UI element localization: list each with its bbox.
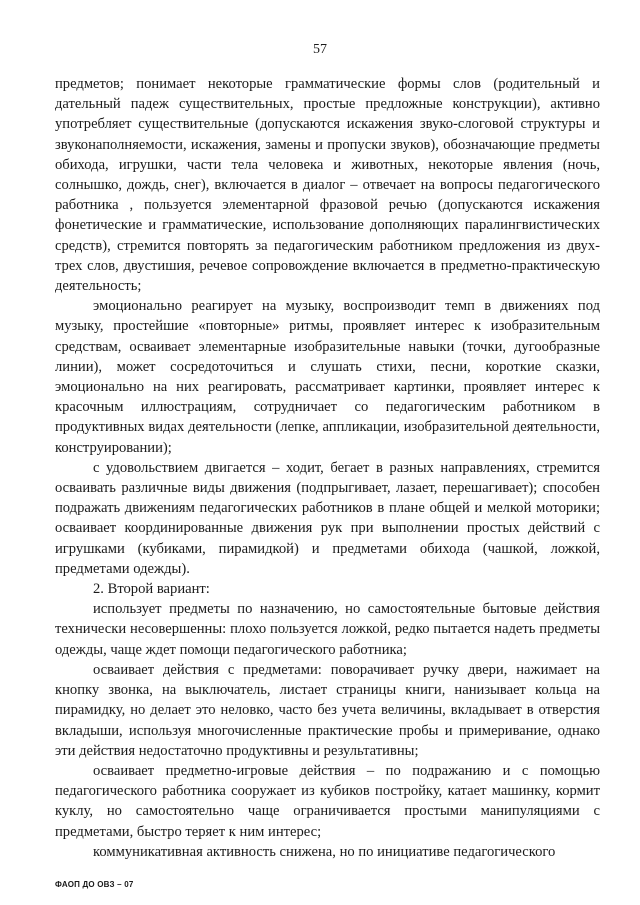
paragraph-3: с удовольствием двигается – ходит, бегает в разных направлениях, стремится осваивать различные виды движения (подпрыгивает, лазает, перешагивает); способен подражать движениям педагогических работников в плане общей и мелкой моторики; осваивает координированные движения рук при выполнении простых действий с игрушками (кубиками, пирамидкой) и предметами обихода (чашкой, ложкой, предметами одежды). <box>55 459 600 577</box>
footer-doc-code: ФАОП ДО ОВЗ – 07 <box>55 880 134 889</box>
paragraph-2: эмоционально реагирует на музыку, воспроизводит темп в движениях под музыку, простейшие «повторные» ритмы, проявляет интерес к изобразительным средствам, осваивает элементарные изобразительные навыки (точки, дугообразные линии), может сосредоточиться и слушать стихи, песни, короткие сказки, эмоционально на них реагировать, рассматривает картинки, проявляет интерес к красочным иллюстрациям, сотрудничает со педагогическим работником в продуктивных видах деятельности (лепке, аппликации, изобразительной деятельности, конструировании); <box>55 298 600 456</box>
paragraph-7: коммуникативная активность снижена, но по инициативе педагогического <box>93 843 556 860</box>
paragraph-5: осваивает действия с предметами: поворачивает ручку двери, нажимает на кнопку звонка, на выключатель, листает страницы книги, нанизывает кольца на пирамидку, но делает это неловко, часто без учета величины, вкладывает в отверстия вкладыши, используя многочисленные практические пробы и примеривание, однако эти действия недостаточно продуктивны и результативны; <box>55 661 600 759</box>
paragraph-6: осваивает предметно-игровые действия – по подражанию и с помощью педагогического работника сооружает из кубиков постройку, катает машинку, кормит куклу, но самостоятельно чаще ограничивается простыми манипуляциями с предметами, быстро теряет к ним интерес; <box>55 762 600 840</box>
paragraph-4: использует предметы по назначению, но самостоятельные бытовые действия технически несовершенны: плохо пользуется ложкой, редко пытается надеть предметы одежды, чаще ждет помощи педагогического работника; <box>55 601 600 658</box>
paragraph-1: предметов; понимает некоторые грамматические формы слов (родительный и дательный падеж существительных, простые предложные конструкции), активно употребляет существительные (допускаются искажения звуко-слоговой структуры и звуконаполняемости, искажения, замены и пропуски звуков), обозначающие предметы обихода, игрушки, части тела человека и животных, некоторые явления (ночь, солнышко, дождь, снег), включается в диалог – отвечает на вопросы педагогического работника , пользуется элементарной фразовой речью (допускаются искажения фонетические и грамматические, использование дополняющих паралингвистических средств), стремится повторять за педагогическим работником предложения из двух-трех слов, двустишия, речевое сопровождение включается в предметно-практическую деятельность; <box>55 76 600 295</box>
section-heading: 2. Второй вариант: <box>93 581 210 598</box>
document-body <box>55 74 600 862</box>
page-number: 57 <box>313 42 327 57</box>
